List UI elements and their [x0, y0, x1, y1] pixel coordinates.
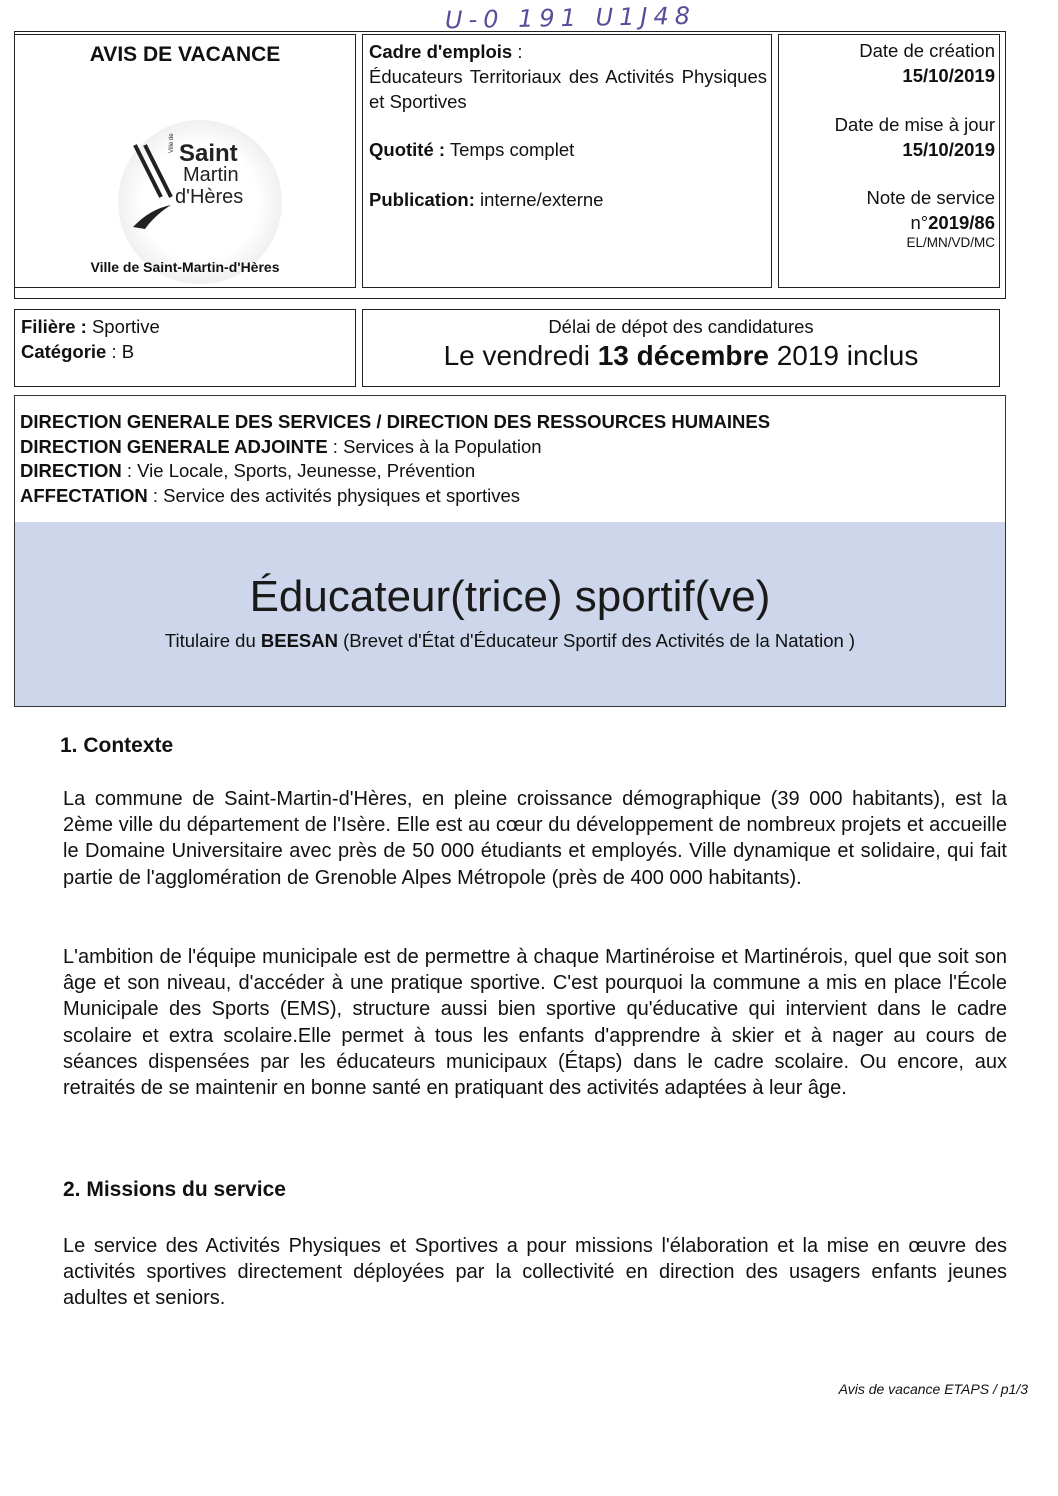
dga-value: : Services à la Population — [327, 435, 542, 457]
direction-label: DIRECTION — [20, 460, 122, 481]
direction-generale: DIRECTION GENERALE DES SERVICES / DIRECTION DES RESSOURCES HUMAINES — [20, 411, 771, 432]
filiere-box — [14, 309, 356, 387]
job-sub-bold: BEESAN — [260, 630, 338, 651]
delai-pre: Le vendredi — [443, 340, 598, 371]
section1-title: 1. Contexte — [60, 734, 174, 757]
affectation-value: : Service des activités physiques et sportives — [147, 484, 520, 506]
publication-label: Publication: — [369, 189, 475, 210]
logo-line2: Martin — [183, 164, 239, 186]
logo-vertical-text: Ville de — [169, 133, 175, 153]
quotite — [369, 137, 574, 162]
publication — [369, 187, 603, 212]
quotite-value: Temps complet — [445, 139, 575, 160]
cadre-box — [362, 34, 772, 288]
avis-title: AVIS DE VACANCE — [89, 43, 281, 66]
categorie-value: : B — [106, 341, 135, 362]
direction-value: : Vie Locale, Sports, Jeunesse, Prévention — [121, 460, 476, 481]
filiere — [21, 314, 160, 339]
date-maj-label: Date de mise à jour — [834, 114, 995, 135]
filiere-value: Sportive — [86, 316, 160, 337]
logo-line1: Saint — [179, 140, 238, 167]
dga — [20, 435, 1000, 460]
page-footer: Avis de vacance ETAPS / p1/3 — [838, 1381, 1028, 1397]
affectation — [20, 484, 1000, 509]
section2-title: 2. Missions du service — [63, 1178, 286, 1201]
publication-value: interne/externe — [474, 189, 604, 210]
job-sub-pre: Titulaire du — [164, 630, 261, 651]
delai-post: 2019 inclus — [768, 340, 919, 371]
handwritten-stamp: U-0 191 U1J48 — [444, 1, 697, 35]
filiere-label: Filière : — [21, 316, 87, 337]
logo-line3: d'Hères — [175, 186, 244, 208]
cadre-block — [369, 39, 767, 64]
date-maj: 15/10/2019 — [902, 139, 995, 160]
initials: EL/MN/VD/MC — [906, 235, 995, 250]
section1-para2: L'ambition de l'équipe municipale est de permettre à chaque Martinéroise et Martinérois, quel que soit son âge et son niveau, d'accéder à une pratique sportive. C'est pourquoi la commune a mis en place l'École Municipale des Sports (EMS), structure aussi bien sportive qu'éducative qui intervient dans le cadre scolaire et extra scolaire.Elle permet à tous les enfants d'apprendre à skier et à nager au cours de séances dispensées par les éducateurs municipaux (Étaps) dans le cadre scolaire. Ou encore, aux retraités de se maintenir en bonne santé en pratiquant des activités adaptées à leur âge. — [63, 946, 1007, 1100]
section1-para1: La commune de Saint-Martin-d'Hères, en pleine croissance démographique (39 000 habitants), est la 2ème ville du département de l'Isère. Elle est au cœur du développement de nombreux projets et accueille le Domaine Universitaire avec près de 50 000 étudiants et employés. Ville dynamique et solidaire, qui fait partie de l'agglomération de Grenoble Alpes Métropole (près de 400 000 habitants). — [63, 788, 1007, 889]
cadre-sep: : — [512, 41, 523, 62]
direction — [20, 459, 1000, 484]
delai-label: Délai de dépot des candidatures — [548, 316, 814, 337]
categorie — [21, 339, 134, 364]
note-value: 2019/86 — [928, 212, 995, 233]
quotite-label: Quotité : — [369, 139, 446, 160]
note-label: Note de service — [866, 187, 995, 208]
delai-box — [362, 309, 1000, 387]
section2-para1: Le service des Activités Physiques et Sportives a pour missions l'élaboration et la mise en œuvre des activités sportives directement déployées par la collectivité en direction des usagers enfants jeunes adultes et seniors. — [63, 1235, 1007, 1310]
delai-date — [363, 340, 999, 372]
city-name: Ville de Saint-Martin-d'Hères — [90, 259, 280, 275]
cadre-label: Cadre d'emplois — [369, 41, 513, 62]
categorie-label: Catégorie — [21, 341, 107, 362]
dates-box — [778, 34, 1000, 288]
date-creation-label: Date de création — [859, 40, 995, 61]
note-number — [910, 210, 995, 235]
job-banner — [15, 522, 1005, 706]
directions-block — [20, 410, 1000, 508]
date-creation: 15/10/2019 — [902, 65, 995, 86]
avis-box — [14, 34, 356, 288]
note-prefix: n° — [910, 212, 929, 233]
job-title: Éducateur(trice) sportif(ve) — [249, 572, 771, 621]
job-sub-post: (Brevet d'État d'Éducateur Sportif des Activités de la Natation ) — [337, 630, 856, 651]
affectation-label: AFFECTATION — [20, 484, 148, 506]
delai-bold: 13 décembre — [597, 340, 769, 371]
dga-label: DIRECTION GENERALE ADJOINTE — [20, 435, 328, 457]
cadre-value: Éducateurs Territoriaux des Activités Physiques et Sportives — [369, 66, 767, 112]
job-subtitle — [15, 630, 1005, 652]
